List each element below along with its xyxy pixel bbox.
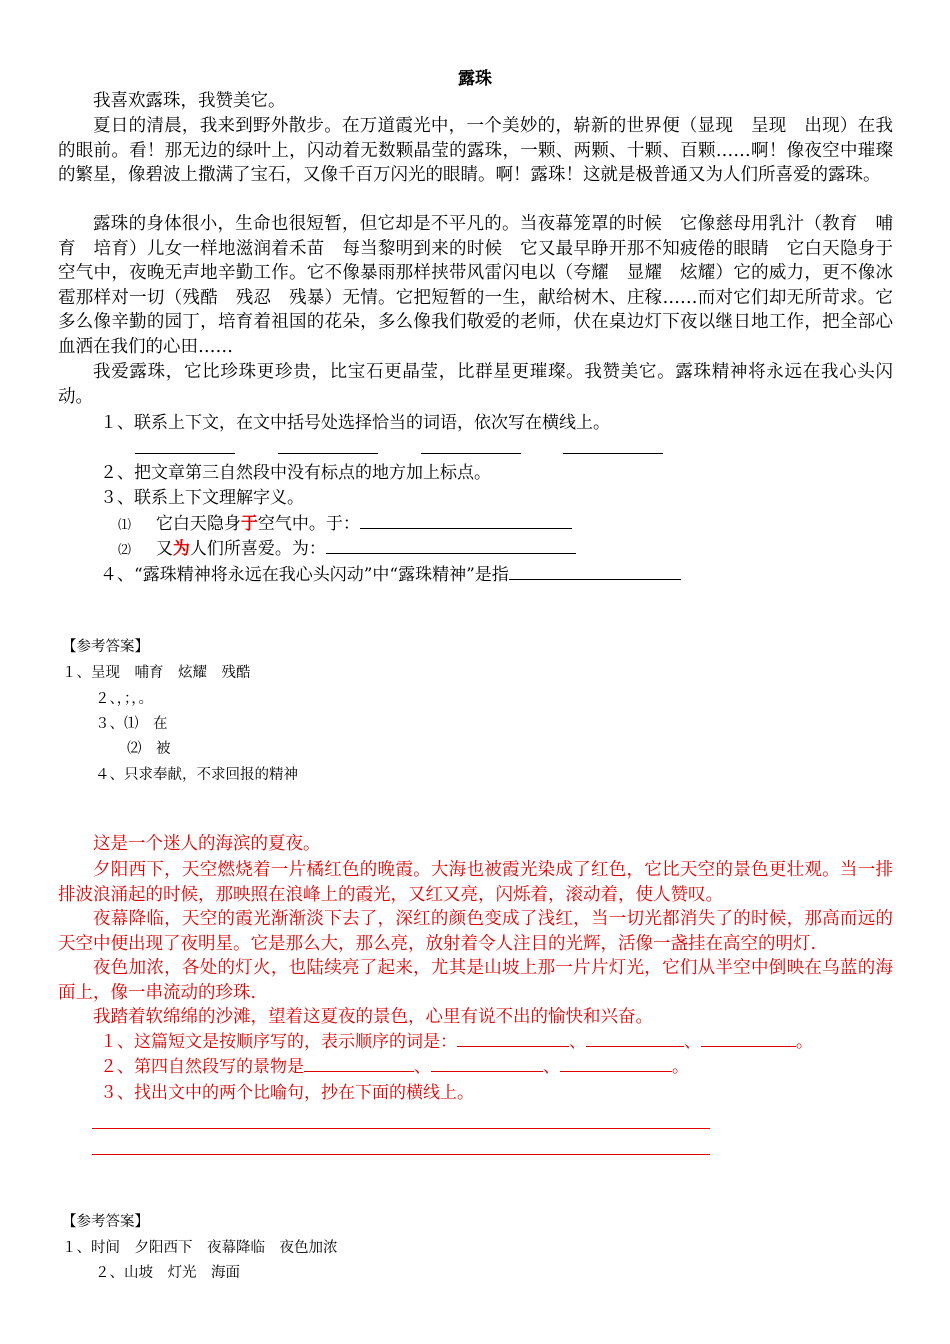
answer-blank[interactable] <box>431 1055 543 1072</box>
answer-blank[interactable] <box>360 512 572 529</box>
answer-blank[interactable] <box>135 437 235 454</box>
passage1-paragraph-2: 夏日的清晨，我来到野外散步。在万道霞光中，一个美妙的，崭新的世界便（显现 呈现 出现）在我的眼前。看！那无边的绿叶上，闪动着无数颗晶莹的露珠，一颗、两颗、十颗、百颗……啊！像夜空中璀璨的繁星，像碧波上撒满了宝石，又像千百万闪光的眼睛。啊！露珠！这就是极普通又为人们所喜爱的露珠。 <box>58 116 893 186</box>
answer-line[interactable] <box>92 1154 710 1155</box>
separator: 。 <box>672 1057 689 1077</box>
separator: 、 <box>569 1032 586 1052</box>
question-3: ３、联系上下文理解字义。 <box>100 488 304 508</box>
red-question-1-text: １、这篇短文是按顺序写的，表示顺序的词是： <box>100 1032 457 1052</box>
answer-4: ４、只求奉献，不求回报的精神 <box>95 767 298 783</box>
answer-blank[interactable] <box>701 1030 796 1047</box>
passage1-paragraph-3: 露珠的身体很小，生命也很短暂，但它却是不平凡的。当夜幕笼罩的时候 它像慈母用乳汁（教育 哺育 培育）儿女一样地滋润着禾苗 每当黎明到来的时候 它又最早睁开那不知疲倦的眼睛 它白天隐身于空气中，夜晚无声地辛勤工作。它不像暴雨那样挟带风雷闪电以（夸耀 显耀 炫耀）它的威力，更不像冰雹那样对一切（残酷 残忍 残暴）无情。它把短暂的一生，献给树木、庄稼……而对它们却无所苛求。它多么像辛勤的园丁，培育着祖国的花朵，多么像我们敬爱的老师，伏在桌边灯下夜以继日地工作，把全部心血洒在我们的心田…… <box>58 214 893 357</box>
answer-key-heading: 【参考答案】 <box>62 639 149 655</box>
passage2-paragraph-2: 夕阳西下，天空燃烧着一片橘红色的晚霞。大海也被霞光染成了红色，它比天空的景色更壮观。当一排排波浪涌起的时候，那映照在浪峰上的霞光，又红又亮，闪烁着，滚动着，使人赞叹。 <box>58 860 893 905</box>
red-question-3: ３、找出文中的两个比喻句，抄在下面的横线上。 <box>100 1083 474 1103</box>
answer-3b: ⑵ 被 <box>127 741 171 757</box>
passage-title: 露珠 <box>458 69 492 89</box>
answer-line[interactable] <box>92 1128 710 1129</box>
passage2-paragraph-5: 我踏着软绵绵的沙滩，望着这夏夜的景色，心里有说不出的愉快和兴奋。 <box>93 1007 653 1027</box>
passage2-paragraph-1: 这是一个迷人的海滨的夏夜。 <box>93 834 321 854</box>
highlighted-char: 为 <box>172 539 190 559</box>
answer-blank[interactable] <box>563 437 663 454</box>
separator: 、 <box>684 1032 701 1052</box>
passage2-paragraph-3: 夜幕降临，天空的霞光渐渐淡下去了，深红的颜色变成了浅红，当一切光都消失了的时候，那高而远的天空中便出现了夜明星。它是那么大，那么亮，放射着令人注目的光辉，活像一盏挂在高空的明灯. <box>58 909 893 954</box>
answer-2: ２、，；，。 <box>95 691 153 707</box>
answer-3a: ３、⑴ 在 <box>95 716 168 732</box>
answer-blank[interactable] <box>457 1030 569 1047</box>
sentence-text: 人们所喜爱。为： <box>189 539 326 559</box>
red-question-2-text: ２、第四自然段写的景物是 <box>100 1057 304 1077</box>
passage1-paragraph-1: 我喜欢露珠，我赞美它。 <box>93 91 286 111</box>
sentence-text: 又 <box>155 539 173 559</box>
item-number: ⑴ <box>118 518 132 533</box>
separator: 、 <box>414 1057 431 1077</box>
answer-blank[interactable] <box>278 437 378 454</box>
answer2-1: １、时间 夕阳西下 夜幕降临 夜色加浓 <box>62 1240 338 1256</box>
red-question-2 <box>100 1055 689 1079</box>
answer-blank[interactable] <box>304 1055 414 1072</box>
answer2-2: ２、山坡 灯光 海面 <box>95 1265 240 1281</box>
passage1-paragraph-4: 我爱露珠，它比珍珠更珍贵，比宝石更晶莹，比群星更璀璨。我赞美它。露珠精神将永远在我心头闪动。 <box>58 362 893 407</box>
answer-1: １、呈现 哺育 炫耀 残酷 <box>62 665 251 681</box>
answer-blank[interactable] <box>326 537 576 554</box>
highlighted-char: 于 <box>240 514 258 534</box>
question-4-text: ４、“露珠精神将永远在我心头闪动”中“露珠精神”是指 <box>100 565 509 585</box>
question-1: １、联系上下文，在文中括号处选择恰当的词语，依次写在横线上。 <box>100 413 610 433</box>
question-3b <box>118 537 576 563</box>
passage2-paragraph-4: 夜色加浓，各处的灯火，也陆续亮了起来，尤其是山坡上那一片片灯光，它们从半空中倒映在乌蓝的海面上，像一串流动的珍珠. <box>58 958 893 1003</box>
answer-blank[interactable] <box>586 1030 684 1047</box>
question-3a <box>118 512 572 538</box>
answer-blank[interactable] <box>421 437 521 454</box>
answer-blank[interactable] <box>509 563 681 580</box>
answer-blank[interactable] <box>560 1055 672 1072</box>
question-4 <box>100 563 681 587</box>
item-number: ⑵ <box>118 543 132 558</box>
answer-key-heading-2: 【参考答案】 <box>62 1214 149 1230</box>
sentence-text: 空气中。于： <box>257 514 360 534</box>
question-2: ２、把文章第三自然段中没有标点的地方加上标点。 <box>100 463 491 483</box>
answer-blanks-row <box>135 437 663 461</box>
sentence-text: 它白天隐身 <box>155 514 241 534</box>
red-question-1 <box>100 1030 813 1054</box>
separator: 。 <box>796 1032 813 1052</box>
separator: 、 <box>543 1057 560 1077</box>
